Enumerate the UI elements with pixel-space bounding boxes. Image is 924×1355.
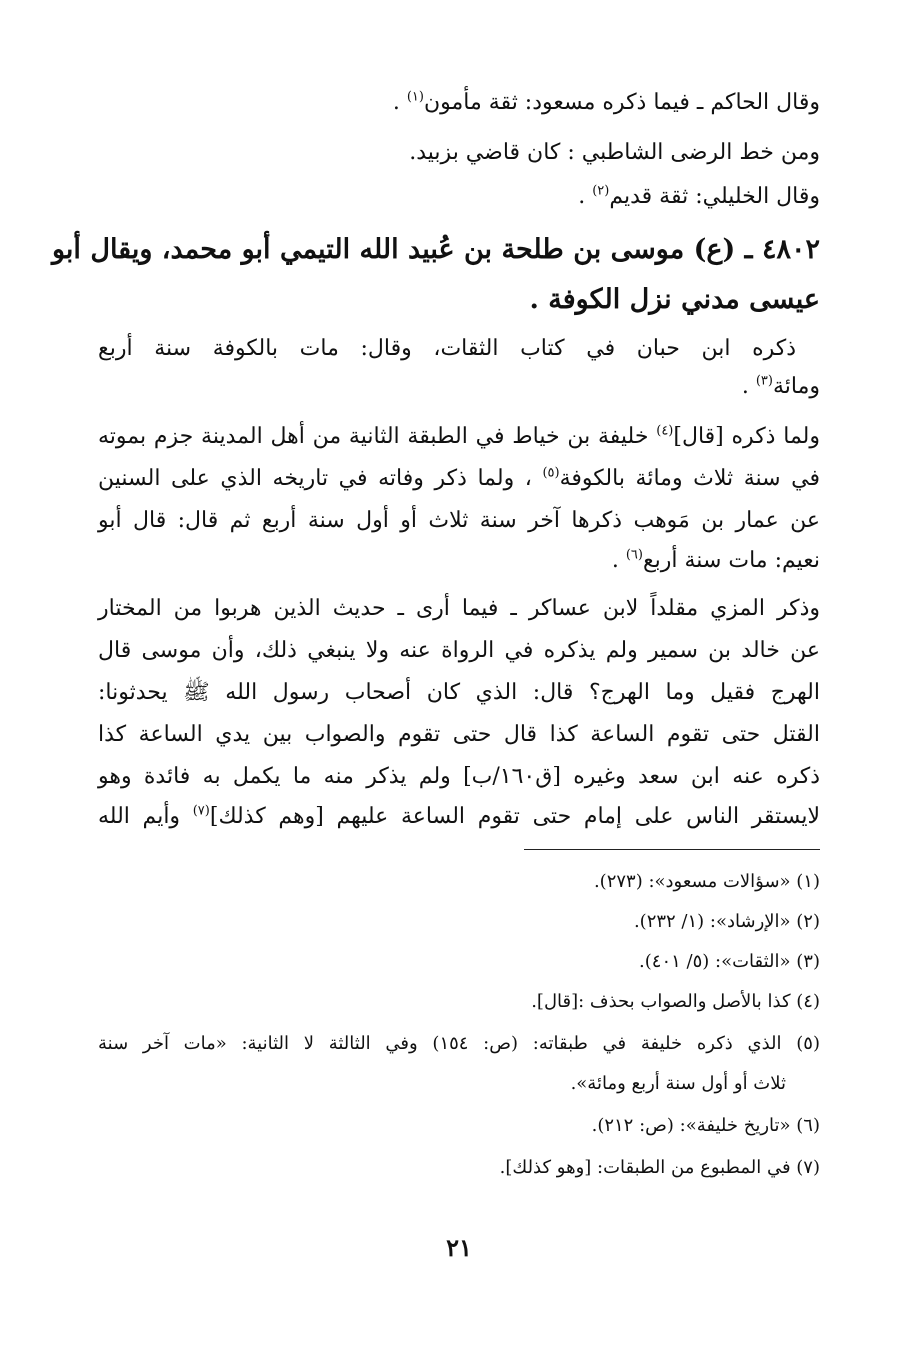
text-line: ومن خط الرضى الشاطبي : كان قاضي بزبيد. bbox=[409, 140, 820, 165]
footnote-ref: (٢) bbox=[592, 183, 610, 199]
text-line: الهرج فقيل وما الهرج؟ قال: الذي كان أصحاب رسول الله ﷺ يحدثونا: bbox=[98, 680, 820, 705]
footnote-divider bbox=[524, 849, 820, 850]
footnote: (٢) «الإرشاد»: (١/ ٢٣٢). bbox=[633, 911, 820, 932]
text-line: عن عمار بن مَوهب ذكرها آخر سنة ثلاث أو أول سنة أربع ثم قال: قال أبو bbox=[98, 508, 820, 533]
footnote-ref: (١) bbox=[406, 89, 424, 105]
footnote-ref: (٣) bbox=[755, 373, 773, 389]
text-line: القتل حتى تقوم الساعة كذا قال حتى تقوم والصواب بين يدي الساعة كذا bbox=[98, 722, 820, 747]
footnote-ref: (٧) bbox=[192, 803, 210, 819]
footnote: (٥) الذي ذكره خليفة في طبقاته: (ص: ١٥٤) وفي الثالثة لا الثانية: «مات آخر سنة bbox=[98, 1033, 820, 1054]
text-line: ومائة$^{(٣)}$ . bbox=[741, 373, 820, 399]
text-line: نعيم: مات سنة أربع$^{(٦)}$ . bbox=[611, 547, 820, 573]
text-line: لايستقر الناس على إمام حتى تقوم الساعة عليهم [وهم كذلك]$^{(٧)}$ وأيم الله bbox=[98, 803, 820, 829]
text-line: ذكره عنه ابن سعد وغيره [ق١٦٠/ب] ولم يذكر منه ما يكمل به فائدة وهو bbox=[98, 764, 821, 789]
footnote-continued: ثلاث أو أول سنة أربع ومائة». bbox=[570, 1073, 786, 1094]
footnote: (٦) «تاريخ خليفة»: (ص: ٢١٢). bbox=[591, 1115, 820, 1136]
text-line: وقال الخليلي: ثقة قديم$^{(٢)}$ . bbox=[578, 183, 820, 209]
page-number: ٢١ bbox=[446, 1233, 472, 1262]
entry-heading-continued: عيسى مدني نزل الكوفة . bbox=[529, 284, 820, 315]
text-line: ذكره ابن حبان في كتاب الثقات، وقال: مات بالكوفة سنة أربع bbox=[98, 336, 796, 361]
text-line: وقال الحاكم ـ فيما ذكره مسعود: ثقة مأمون$^{(١)}$ . bbox=[392, 89, 820, 115]
footnote: (٧) في المطبوع من الطبقات: [وهو كذلك]. bbox=[499, 1157, 820, 1178]
footnote: (١) «سؤالات مسعود»: (٢٧٣). bbox=[593, 871, 820, 892]
entry-heading: ٤٨٠٢ ـ (ع) موسى بن طلحة بن عُبيد الله التيمي أبو محمد، ويقال أبو bbox=[51, 234, 820, 265]
footnote: (٤) كذا بالأصل والصواب بحذف :[قال]. bbox=[531, 991, 820, 1012]
book-page bbox=[51, 82, 821, 1322]
text-line: عن خالد بن سمير ولم يذكره في الرواة عنه ولا ينبغي ذلك، وأن موسى قال bbox=[98, 638, 820, 663]
footnote-ref: (٥) bbox=[542, 465, 560, 481]
footnote: (٣) «الثقات»: (٥/ ٤٠١). bbox=[639, 951, 820, 972]
text-line: وذكر المزي مقلداً لابن عساكر ـ فيما أرى ـ حديث الذين هربوا من المختار bbox=[98, 596, 820, 621]
footnote-ref: (٦) bbox=[625, 547, 643, 563]
text-line: في سنة ثلاث ومائة بالكوفة$^{(٥)}$ ، ولما ذكر وفاته في تاريخه الذي على السنين bbox=[98, 465, 820, 491]
footnote-ref: (٤) bbox=[656, 423, 674, 439]
text-line: ولما ذكره [قال]$^{(٤)}$ خليفة بن خياط في الطبقة الثانية من أهل المدينة جزم بموته bbox=[98, 423, 820, 449]
